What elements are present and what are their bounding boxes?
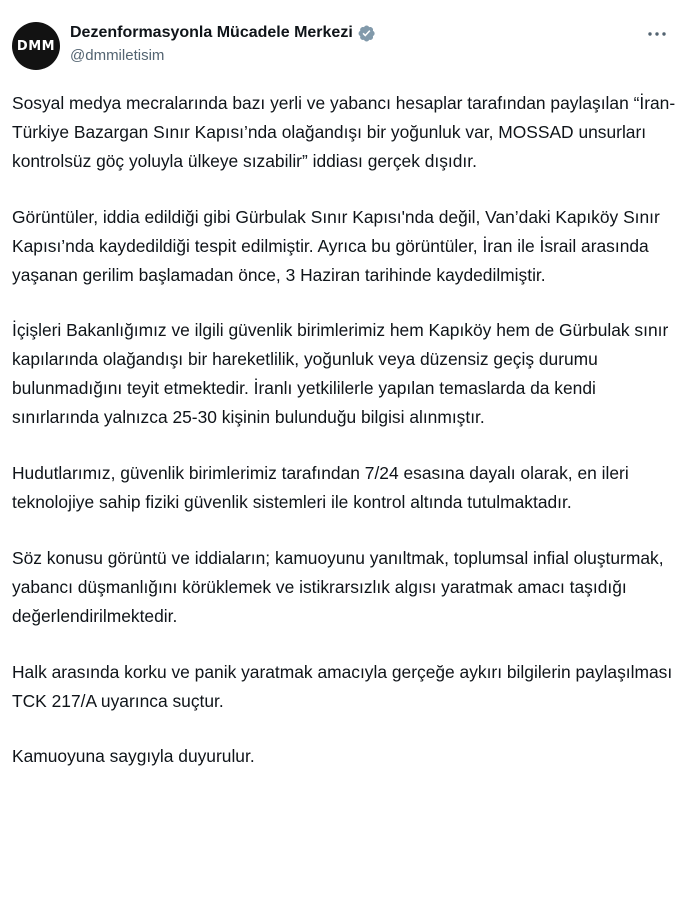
post-paragraph: Sosyal medya mecralarında bazı yerli ve yabancı hesaplar tarafından paylaşılan “İran-Türkiye Bazargan Sınır Kapısı’nda olağandışı bir yoğunluk var, MOSSAD unsurları kontrolsüz göç yoluyla ülkeye sızabilir” iddiası gerçek dışıdır. xyxy=(12,93,676,171)
post-paragraph: Söz konusu görüntü ve iddiaların; kamuoyunu yanıltmak, toplumsal infial oluşturmak, yabancı düşmanlığını körüklemek ve istikrarsızlık algısı yaratmak amacı taşıdığı değerlendirilmektedir. xyxy=(12,547,664,626)
avatar[interactable] xyxy=(12,22,60,70)
post-paragraph: Görüntüler, iddia edildiği gibi Gürbulak Sınır Kapısı'nda değil, Van’daki Kapıköy Sınır Kapısı’nda kaydedildiği tespit edilmiştir. Ayrıca bu görüntüler, İran ile İsrail arasında yaşanan gerilim başlamadan önce, 3 Haziran tarihinde kaydedilmiştir. xyxy=(12,206,660,285)
post-body xyxy=(12,89,680,798)
display-name[interactable]: Dezenformasyonla Mücadele Merkezi xyxy=(70,24,353,41)
name-row xyxy=(70,22,376,44)
more-dots-icon xyxy=(647,31,667,37)
post-header xyxy=(12,18,675,74)
post-paragraph: Hudutlarımız, güvenlik birimlerimiz tarafından 7/24 esasına dayalı olarak, en ileri teknolojiye sahip fiziki güvenlik sistemleri ile kontrol altında tutulmaktadır. xyxy=(12,463,629,512)
author-block xyxy=(70,22,376,64)
verified-badge-icon xyxy=(357,24,376,43)
more-button[interactable] xyxy=(643,24,671,44)
post-paragraph: Halk arasında korku ve panik yaratmak amacıyla gerçeğe aykırı bilgilerin paylaşılması TCK 217/A uyarınca suçtur. xyxy=(12,661,673,711)
avatar-logo-text: DMM xyxy=(16,38,56,54)
post-paragraph: İçişleri Bakanlığımız ve ilgili güvenlik birimlerimiz hem Kapıköy hem de Gürbulak sınır kapılarında olağandışı bir hareketlilik, yoğunluk veya düzensiz geçiş durumu bulunmadığını teyit etmektedir. İranlı yetkililerle yapılan temaslarda da kendi sınırlarında yalnızca 25-30 kişinin bulunduğu bilgisi alınmıştır. xyxy=(12,320,669,428)
post-paragraph: Kamuoyuna saygıyla duyurulur. xyxy=(12,746,255,767)
handle[interactable]: @dmmiletisim xyxy=(70,47,165,64)
